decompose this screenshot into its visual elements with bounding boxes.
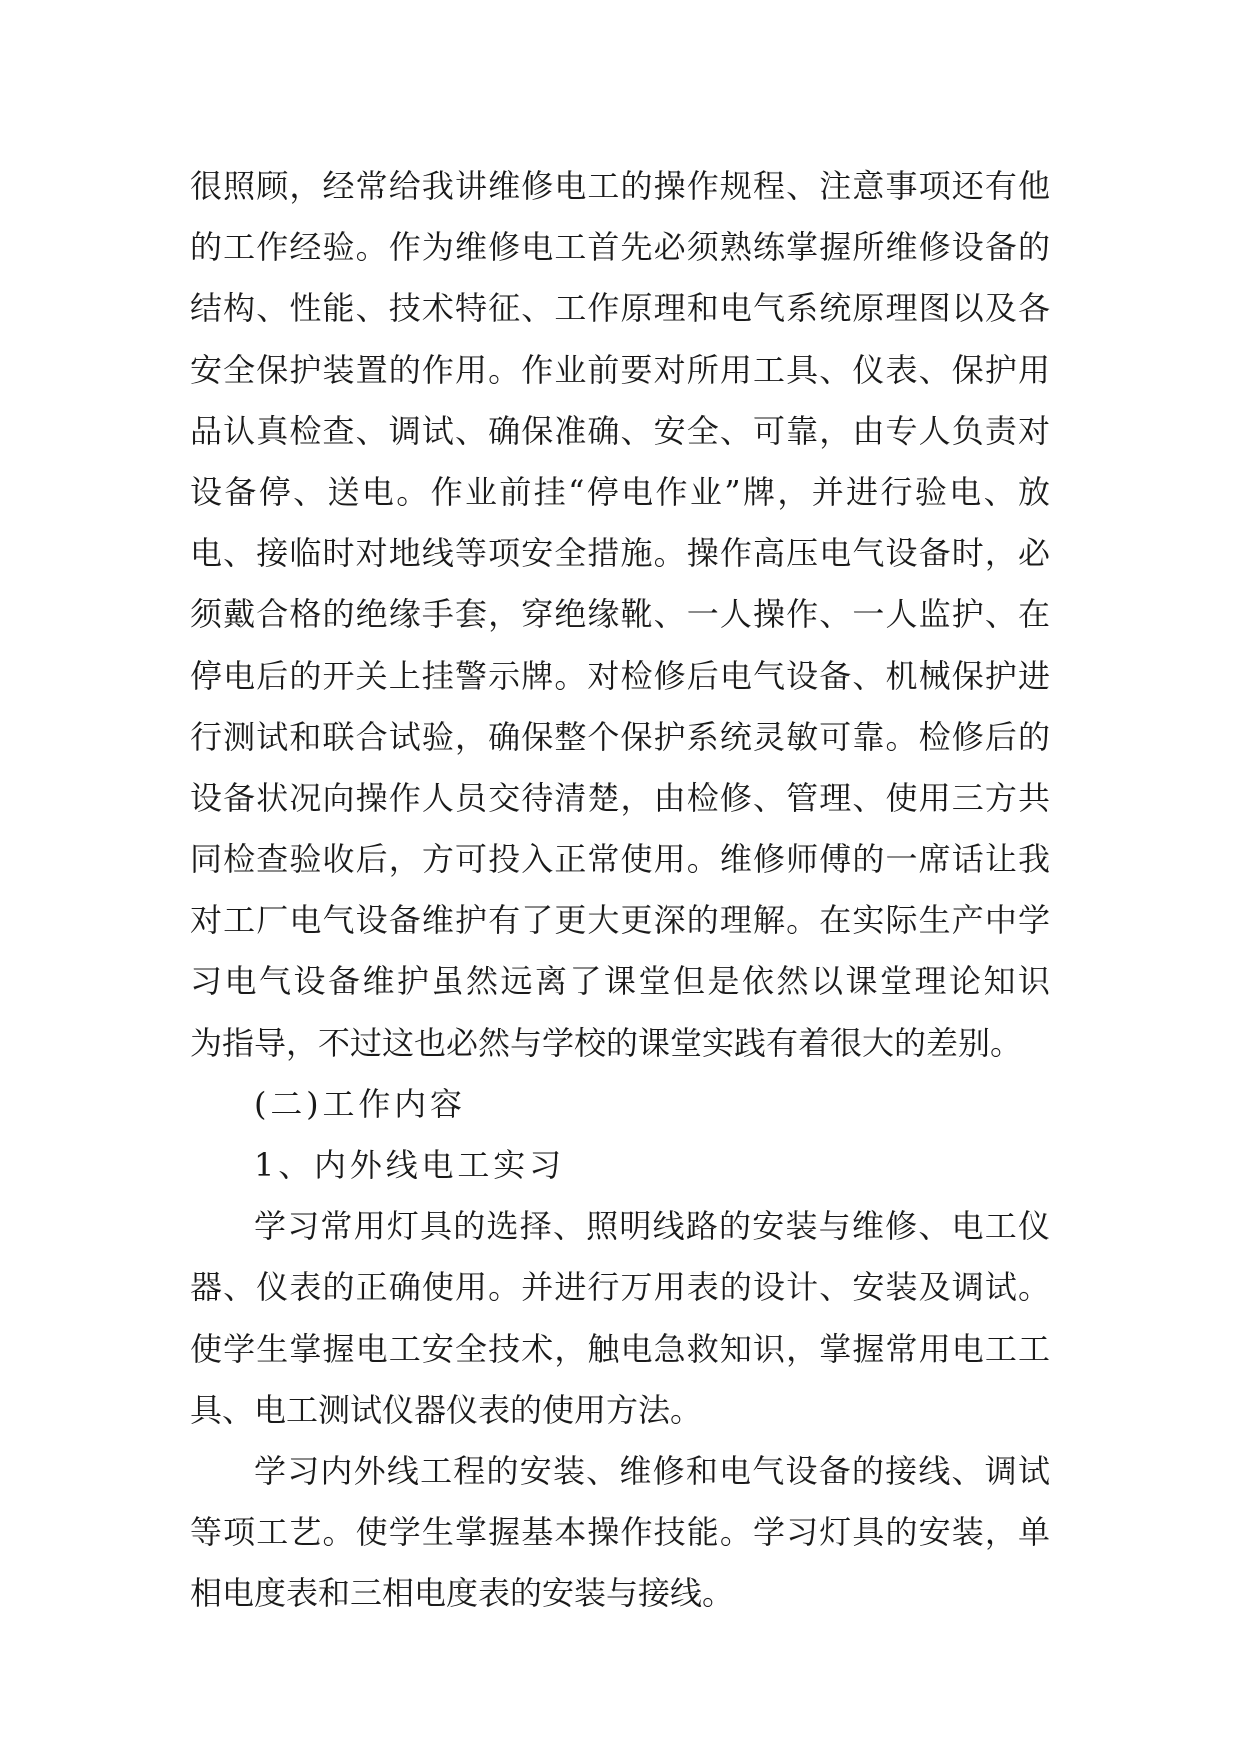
text-line: 停电后的开关上挂警示牌。对检修后电气设备、机械保护进 bbox=[190, 656, 1050, 695]
text-line: 的工作经验。作为维修电工首先必须熟练掌握所维修设备的 bbox=[190, 228, 1050, 267]
text-line: 行测试和联合试验，确保整个保护系统灵敏可靠。检修后的 bbox=[190, 717, 1050, 756]
text-line: 具、电工测试仪器仪表的使用方法。 bbox=[190, 1390, 703, 1429]
paragraph-wiring-engineering bbox=[190, 1441, 1050, 1625]
text-line: 电、接临时对地线等项安全措施。操作高压电气设备时，必 bbox=[190, 534, 1050, 573]
text-line: 器、仪表的正确使用。并进行万用表的设计、安装及调试。 bbox=[190, 1268, 1050, 1307]
text-line: 习电气设备维护虽然远离了课堂但是依然以课堂理论知识 bbox=[190, 962, 1050, 1001]
document-body bbox=[190, 156, 1050, 1625]
text-line: 为指导，不过这也必然与学校的课堂实践有着很大的差别。 bbox=[190, 1023, 1023, 1062]
text-line: 结构、性能、技术特征、工作原理和电气系统原理图以及各 bbox=[190, 289, 1050, 328]
text-line: 安全保护装置的作用。作业前要对所用工具、仪表、保护用 bbox=[190, 350, 1050, 389]
text-line: 对工厂电气设备维护有了更大更深的理解。在实际生产中学 bbox=[190, 901, 1050, 940]
text-line: 须戴合格的绝缘手套，穿绝缘靴、一人操作、一人监护、在 bbox=[190, 595, 1050, 634]
text-line: 设备停、送电。作业前挂“停电作业”牌，并进行验电、放 bbox=[190, 472, 1050, 511]
text-line: 设备状况向操作人员交待清楚，由检修、管理、使用三方共 bbox=[190, 778, 1050, 817]
text-line: 学习内外线工程的安装、维修和电气设备的接线、调试 bbox=[254, 1451, 1050, 1490]
text-line: 品认真检查、调试、确保准确、安全、可靠，由专人负责对 bbox=[190, 411, 1050, 450]
text-line: 很照顾，经常给我讲维修电工的操作规程、注意事项还有他 bbox=[190, 167, 1050, 205]
section-heading-work-content: (二)工作内容 bbox=[254, 1084, 466, 1123]
text-line: 等项工艺。使学生掌握基本操作技能。学习灯具的安装，单 bbox=[190, 1513, 1050, 1552]
text-line: 学习常用灯具的选择、照明线路的安装与维修、电工仪 bbox=[254, 1207, 1050, 1246]
paragraph-maintenance-electrician bbox=[190, 156, 1050, 1074]
subsection-heading-electrician-practice: 1、内外线电工实习 bbox=[254, 1146, 565, 1184]
text-line: 同检查验收后，方可投入正常使用。维修师傅的一席话让我 bbox=[190, 840, 1050, 879]
paragraph-lighting-installation bbox=[190, 1196, 1050, 1441]
text-line: 使学生掌握电工安全技术，触电急救知识，掌握常用电工工 bbox=[190, 1329, 1050, 1368]
text-line: 相电度表和三相电度表的安装与接线。 bbox=[190, 1574, 735, 1613]
